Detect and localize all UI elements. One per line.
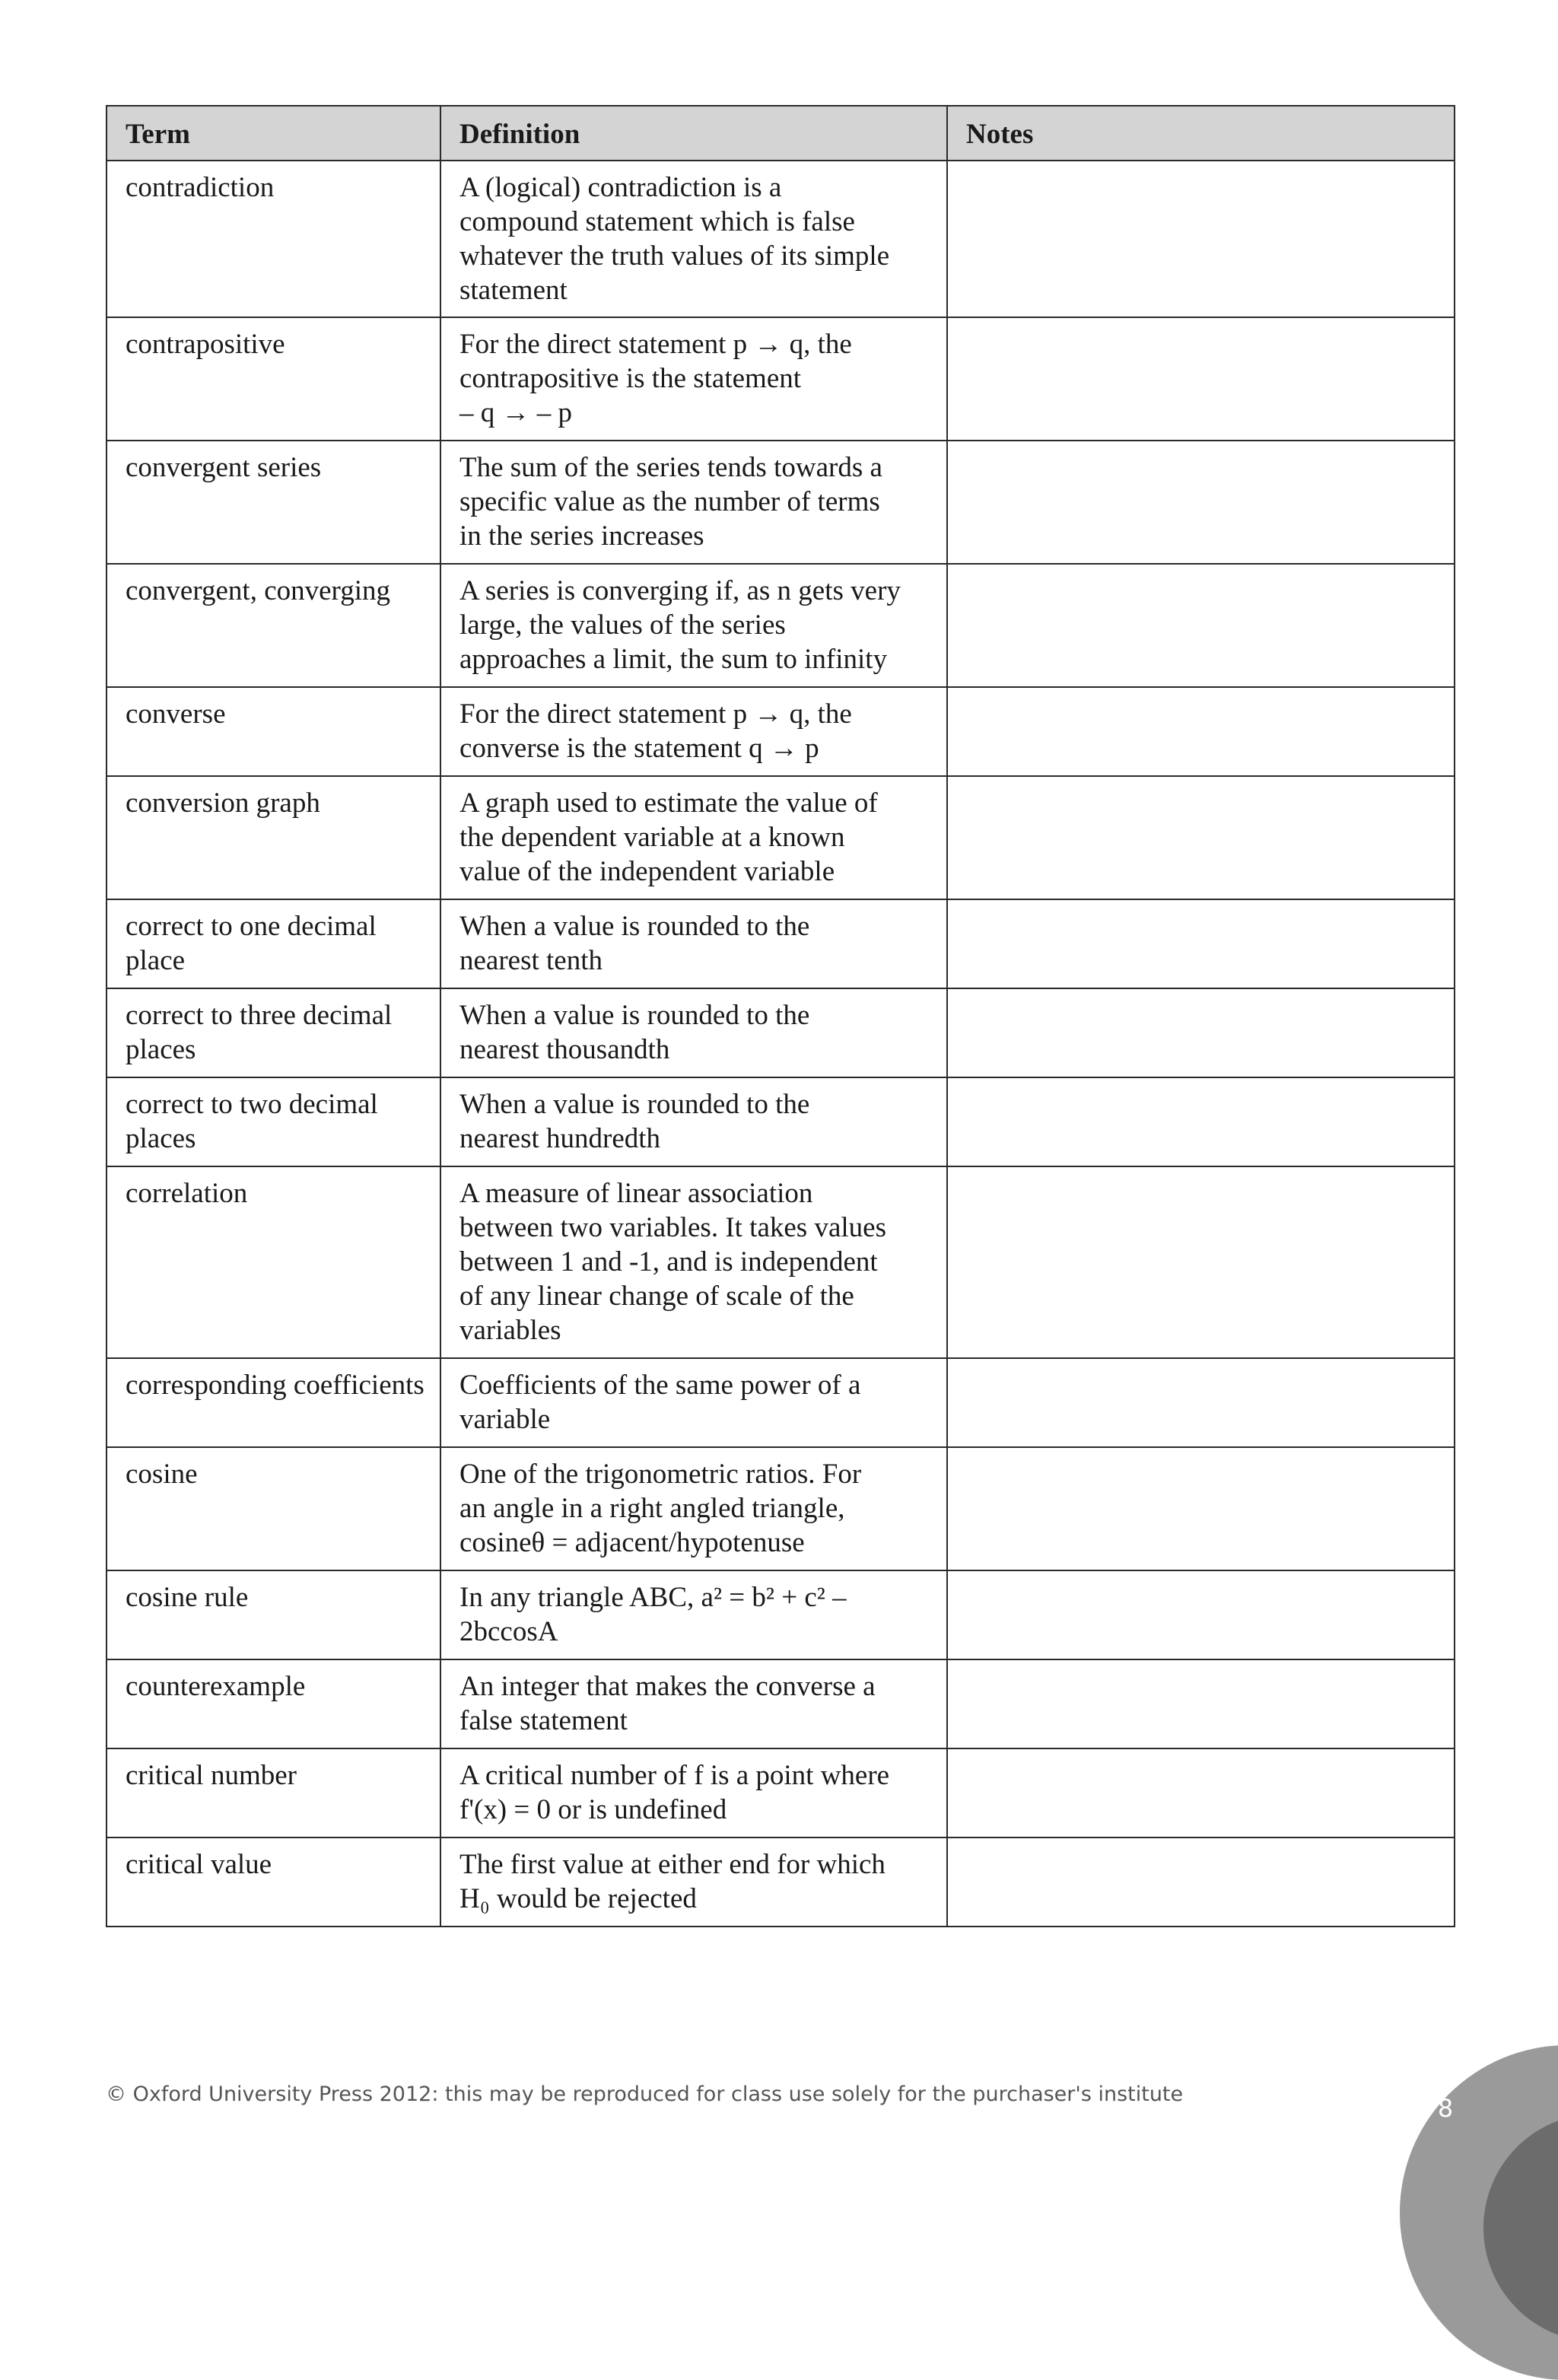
definition-line: compound statement which is false xyxy=(459,206,855,237)
definition-cell xyxy=(440,317,947,441)
definition-line: A (logical) contradiction is a xyxy=(459,172,782,203)
definition-line: When a value is rounded to the xyxy=(459,911,810,942)
definition-cell xyxy=(440,899,947,988)
definition-cell xyxy=(440,1838,947,1927)
table-row xyxy=(107,899,1455,988)
notes-cell[interactable] xyxy=(947,687,1455,776)
notes-cell[interactable] xyxy=(947,988,1455,1077)
definition-cell xyxy=(440,1358,947,1447)
definition-line: false statement xyxy=(459,1705,628,1736)
table-row xyxy=(107,988,1455,1077)
header-definition: Definition xyxy=(440,106,947,161)
definition-line: In any triangle ABC, a² = b² + c² – xyxy=(459,1582,847,1613)
definition-line: f'(x) = 0 or is undefined xyxy=(459,1794,727,1825)
table-header-row xyxy=(107,106,1455,161)
table-row xyxy=(107,776,1455,899)
notes-cell[interactable] xyxy=(947,441,1455,564)
definition-line: When a value is rounded to the xyxy=(459,1000,810,1031)
term-cell: contradiction xyxy=(107,161,440,317)
term-cell: contrapositive xyxy=(107,317,440,441)
table-row xyxy=(107,1748,1455,1838)
definition-cell xyxy=(440,1659,947,1748)
definition-line: converse is the statement q → p xyxy=(459,733,819,764)
definition-line: cosineθ = adjacent/hypotenuse xyxy=(459,1527,805,1558)
definition-line: For the direct statement p → q, the xyxy=(459,329,852,360)
notes-cell[interactable] xyxy=(947,1659,1455,1748)
notes-cell[interactable] xyxy=(947,1166,1455,1358)
definition-line: variable xyxy=(459,1404,551,1435)
table-row xyxy=(107,564,1455,687)
definition-line: an angle in a right angled triangle, xyxy=(459,1493,845,1524)
definition-line: between 1 and -1, and is independent xyxy=(459,1246,878,1278)
definition-line: the dependent variable at a known xyxy=(459,822,845,853)
header-notes: Notes xyxy=(947,106,1455,161)
definition-cell xyxy=(440,564,947,687)
table-row xyxy=(107,1447,1455,1570)
definition-line: The first value at either end for which xyxy=(459,1849,886,1880)
definition-line: approaches a limit, the sum to infinity xyxy=(459,644,888,675)
table-row xyxy=(107,1358,1455,1447)
definition-line: in the series increases xyxy=(459,520,704,552)
page-number: 8 xyxy=(1437,2094,1454,2123)
term-cell: critical number xyxy=(107,1748,440,1838)
notes-cell[interactable] xyxy=(947,1838,1455,1927)
notes-cell[interactable] xyxy=(947,899,1455,988)
notes-cell[interactable] xyxy=(947,1358,1455,1447)
notes-cell[interactable] xyxy=(947,564,1455,687)
definition-cell xyxy=(440,1166,947,1358)
table-row xyxy=(107,1838,1455,1927)
definition-line: nearest tenth xyxy=(459,945,603,976)
header-term: Term xyxy=(107,106,440,161)
definition-cell xyxy=(440,441,947,564)
term-cell: convergent, converging xyxy=(107,564,440,687)
definition-line: specific value as the number of terms xyxy=(459,486,880,517)
copyright-notice: © Oxford University Press 2012: this may be reproduced for class use solely for the purchaser's institute xyxy=(106,2082,1184,2106)
definition-line: value of the independent variable xyxy=(459,856,835,887)
definition-line: For the direct statement p → q, the xyxy=(459,698,852,730)
definition-line: of any linear change of scale of the xyxy=(459,1281,854,1312)
table-row xyxy=(107,1659,1455,1748)
definition-line: – q → – p xyxy=(459,397,572,428)
definition-line: 2bccosA xyxy=(459,1616,558,1647)
table-row xyxy=(107,1166,1455,1358)
definition-cell xyxy=(440,161,947,317)
definition-cell xyxy=(440,1447,947,1570)
term-cell: convergent series xyxy=(107,441,440,564)
table-row xyxy=(107,161,1455,317)
definition-cell xyxy=(440,988,947,1077)
glossary-table xyxy=(106,105,1455,1927)
term-cell: cosine xyxy=(107,1447,440,1570)
table-row xyxy=(107,1077,1455,1166)
definition-cell xyxy=(440,1570,947,1659)
definition-cell xyxy=(440,776,947,899)
definition-line: The sum of the series tends towards a xyxy=(459,452,882,483)
notes-cell[interactable] xyxy=(947,1748,1455,1838)
term-cell: conversion graph xyxy=(107,776,440,899)
definition-line: H₀ would be rejected xyxy=(459,1883,697,1914)
definition-cell xyxy=(440,687,947,776)
term-cell: converse xyxy=(107,687,440,776)
definition-line: Coefficients of the same power of a xyxy=(459,1370,861,1401)
notes-cell[interactable] xyxy=(947,1447,1455,1570)
notes-cell[interactable] xyxy=(947,161,1455,317)
table-row xyxy=(107,317,1455,441)
notes-cell[interactable] xyxy=(947,1570,1455,1659)
definition-line: whatever the truth values of its simple xyxy=(459,240,890,272)
term-cell: counterexample xyxy=(107,1659,440,1748)
table-body xyxy=(107,161,1455,1927)
term-cell: correlation xyxy=(107,1166,440,1358)
table-row xyxy=(107,441,1455,564)
definition-line: nearest hundredth xyxy=(459,1123,661,1154)
definition-line: A measure of linear association xyxy=(459,1178,813,1209)
term-cell: correct to one decimal place xyxy=(107,899,440,988)
term-cell: correct to two decimal places xyxy=(107,1077,440,1166)
term-cell: critical value xyxy=(107,1838,440,1927)
definition-line: between two variables. It takes values xyxy=(459,1212,886,1243)
definition-line: large, the values of the series xyxy=(459,609,786,641)
term-cell: corresponding coefficients xyxy=(107,1358,440,1447)
definition-cell xyxy=(440,1748,947,1838)
definition-line: A critical number of f is a point where xyxy=(459,1760,890,1791)
definition-line: A graph used to estimate the value of xyxy=(459,788,878,819)
definition-line: statement xyxy=(459,275,568,306)
definition-line: An integer that makes the converse a xyxy=(459,1671,876,1702)
notes-cell[interactable] xyxy=(947,317,1455,441)
table-row xyxy=(107,1570,1455,1659)
definition-line: contrapositive is the statement xyxy=(459,363,802,394)
table-row xyxy=(107,687,1455,776)
definition-line: nearest thousandth xyxy=(459,1034,670,1065)
definition-line: When a value is rounded to the xyxy=(459,1089,810,1120)
definition-line: One of the trigonometric ratios. For xyxy=(459,1459,862,1490)
notes-cell[interactable] xyxy=(947,1077,1455,1166)
notes-cell[interactable] xyxy=(947,776,1455,899)
definition-cell xyxy=(440,1077,947,1166)
term-cell: cosine rule xyxy=(107,1570,440,1659)
definition-line: variables xyxy=(459,1315,561,1346)
term-cell: correct to three decimal places xyxy=(107,988,440,1077)
definition-line: A series is converging if, as n gets very xyxy=(459,575,901,606)
